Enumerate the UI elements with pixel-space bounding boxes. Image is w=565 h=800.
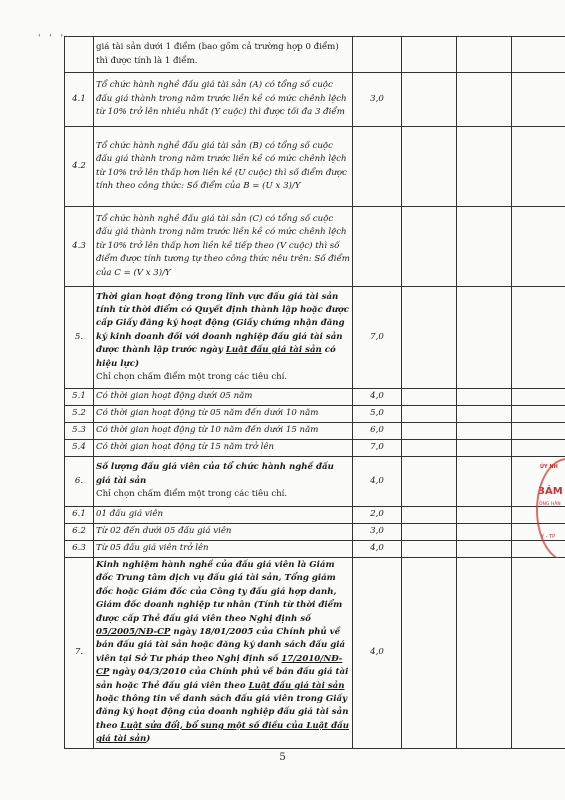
criterion-number: 4.2	[65, 127, 94, 207]
table-row	[65, 406, 565, 423]
max-score: 4,0	[353, 389, 402, 406]
criterion-text-segment: 17/2010/NĐ-CP	[96, 653, 343, 678]
criterion-text-segment: Luật đấu giá tài sản	[225, 345, 322, 356]
score-cell-2	[457, 127, 512, 207]
score-cell-1	[402, 440, 457, 457]
page-number: 5	[279, 752, 286, 763]
criterion-text	[94, 207, 353, 287]
criterion-text-segment: ngày 04/3/2010 của Chính phủ về bán đấu giá tài sản hoặc Thẻ đấu giá viên theo	[96, 667, 349, 691]
criterion-text	[94, 423, 353, 440]
score-cell-1	[402, 389, 457, 406]
criterion-text-segment: Kinh nghiệm hành nghề của đấu giá viên là Giám đốc Trung tâm dịch vụ đấu giá tài sản, Tổng giám đốc hoặc Giám đốc của Công ty đấu giá hợp danh, Giám đốc doanh nghiệp tư nhân (Tính từ thời điểm được cấp Thẻ đấu giá viên theo Nghị định số	[96, 560, 343, 624]
score-cell-1	[402, 457, 457, 507]
score-cell-1	[402, 207, 457, 287]
criterion-text	[94, 37, 353, 73]
criterion-text-segment: Có thời gian hoạt động dưới 05 năm	[96, 391, 253, 402]
stamp-text-3: ÔNG HÀN	[539, 502, 561, 507]
max-score: 2,0	[353, 507, 402, 524]
max-score	[353, 37, 402, 73]
max-score: 6,0	[353, 423, 402, 440]
table-row	[65, 558, 565, 749]
red-seal-stamp	[536, 458, 565, 558]
score-cell-1	[402, 127, 457, 207]
criterion-number: 6.	[65, 457, 94, 507]
table-row	[65, 524, 565, 541]
criterion-text-segment: Từ 02 đến dưới 05 đấu giá viên	[96, 526, 232, 537]
criterion-text	[94, 406, 353, 423]
criterion-text-segment: Chỉ chọn chấm điểm một trong các tiêu chí.	[96, 489, 288, 500]
max-score: 4,0	[353, 457, 402, 507]
score-cell-3	[512, 73, 565, 127]
criterion-text-segment: Chỉ chọn chấm điểm một trong các tiêu chí.	[96, 372, 288, 383]
criterion-text	[94, 524, 353, 541]
table-row	[65, 37, 565, 73]
criterion-number: 5.3	[65, 423, 94, 440]
criterion-text	[94, 558, 353, 749]
criterion-number: 4.1	[65, 73, 94, 127]
score-cell-1	[402, 406, 457, 423]
criterion-number: 5.1	[65, 389, 94, 406]
criterion-number	[65, 37, 94, 73]
criterion-text-segment: Thời gian hoạt động trong lĩnh vực đấu giá tài sản tính từ thời điểm có Quyết định thành lập hoặc được cấp Giấy đăng ký hoạt động (Giấy chứng nhận đăng ký kinh doanh đối với doanh nghiệp đấu giá tài sản được thành lập trước ngày	[96, 291, 349, 356]
criterion-text-segment: Có thời gian hoạt động từ 05 năm đến dưới 10 năm	[96, 408, 319, 419]
stamp-text-4: Y - TP	[541, 534, 556, 540]
criterion-text	[94, 127, 353, 207]
table-row	[65, 457, 565, 507]
score-cell-2	[457, 558, 512, 749]
score-cell-1	[402, 558, 457, 749]
criterion-number: 5.2	[65, 406, 94, 423]
table-row	[65, 127, 565, 207]
max-score: 4,0	[353, 541, 402, 558]
criterion-number: 6.3	[65, 541, 94, 558]
criterion-text-segment: 05/2005/NĐ-CP	[96, 627, 171, 638]
criterion-text-segment: giá tài sản dưới 1 điểm (bao gồm cả trường hợp 0 điểm) thì được tính là 1 điểm.	[96, 42, 339, 66]
max-score: 7,0	[353, 440, 402, 457]
table-row	[65, 423, 565, 440]
score-cell-3	[512, 389, 565, 406]
table-row	[65, 287, 565, 389]
score-cell-3	[512, 207, 565, 287]
criterion-text-segment: Luật đấu giá tài sản	[248, 680, 345, 691]
criterion-text-segment: Có thời gian hoạt động từ 10 năm đến dưới 15 năm	[96, 425, 319, 436]
criterion-text	[94, 287, 353, 389]
criterion-text-segment: hoặc thông tin về danh sách đấu giá viên trong Giấy đăng ký hoạt động của doanh nghiệp đấu giá tài sản theo	[96, 694, 349, 731]
score-cell-3	[512, 37, 565, 73]
score-cell-2	[457, 73, 512, 127]
score-cell-2	[457, 457, 512, 507]
score-cell-2	[457, 406, 512, 423]
max-score: 7,0	[353, 287, 402, 389]
table-row	[65, 73, 565, 127]
score-cell-1	[402, 524, 457, 541]
scoring-table	[64, 36, 565, 749]
criterion-text	[94, 389, 353, 406]
score-cell-1	[402, 37, 457, 73]
criterion-text-segment: Tổ chức hành nghề đấu giá tài sản (A) có tổng số cuộc đấu giá thành trong năm trước liền kề có mức chênh lệch từ 10% trở lên nhiều nhất (Y cuộc) thì được tối đa 3 điểm	[96, 80, 347, 118]
table-row	[65, 541, 565, 558]
criterion-text-segment: ngày 18/01/2005 của Chính phủ về bán đấu giá tài sản hoặc đăng ký danh sách đấu giá viên tại Sở Tư pháp theo Nghị định số	[96, 627, 346, 664]
stamp-ring	[536, 458, 565, 558]
stamp-text-2: 3ÁM	[538, 486, 563, 497]
criterion-number: 5.	[65, 287, 94, 389]
criterion-text-segment: )	[146, 734, 151, 745]
score-cell-2	[457, 389, 512, 406]
table-row	[65, 207, 565, 287]
criterion-text	[94, 440, 353, 457]
score-cell-3	[512, 287, 565, 389]
criterion-number: 6.1	[65, 507, 94, 524]
max-score	[353, 207, 402, 287]
score-cell-2	[457, 423, 512, 440]
score-cell-2	[457, 440, 512, 457]
table-row	[65, 507, 565, 524]
score-cell-3	[512, 440, 565, 457]
criterion-text-segment: có hiệu lực)	[96, 345, 336, 369]
max-score: 4,0	[353, 558, 402, 749]
score-cell-3	[512, 423, 565, 440]
score-cell-2	[457, 507, 512, 524]
score-cell-3	[512, 127, 565, 207]
score-cell-2	[457, 541, 512, 558]
criterion-number: 5.4	[65, 440, 94, 457]
criterion-text	[94, 541, 353, 558]
score-cell-2	[457, 37, 512, 73]
score-cell-2	[457, 207, 512, 287]
score-cell-1	[402, 287, 457, 389]
criterion-text	[94, 457, 353, 507]
stamp-text-1: ỦY NH	[540, 464, 558, 470]
score-cell-1	[402, 507, 457, 524]
criterion-number: 6.2	[65, 524, 94, 541]
max-score: 5,0	[353, 406, 402, 423]
score-cell-2	[457, 524, 512, 541]
criterion-text-segment: Luật sửa đổi, bổ sung một số điều của Luật đấu giá tài sản	[96, 720, 349, 745]
table-row	[65, 440, 565, 457]
score-cell-2	[457, 287, 512, 389]
score-cell-3	[512, 558, 565, 749]
table-row	[65, 389, 565, 406]
score-cell-1	[402, 541, 457, 558]
criterion-number: 4.3	[65, 207, 94, 287]
criterion-text-segment: Tổ chức hành nghề đấu giá tài sản (B) có tổng số cuộc đấu giá thành trong năm trước liền kề có mức chênh lệch từ 10% trở lên thấp hơn liền kề (U cuộc) thì số điểm được tính theo công thức: Số điểm của B = (U x 3)/Y	[96, 140, 347, 191]
score-cell-3	[512, 406, 565, 423]
criterion-text	[94, 507, 353, 524]
criterion-text-segment: Số lượng đấu giá viên của tổ chức hành nghề đấu giá tài sản	[96, 462, 334, 486]
score-cell-1	[402, 73, 457, 127]
criterion-text-segment: 01 đấu giá viên	[96, 509, 164, 520]
criterion-text-segment: Tổ chức hành nghề đấu giá tài sản (C) có tổng số cuộc đấu giá thành trong năm trước liền kề có mức chênh lệch từ 10% trở lên thấp hơn liền kề tiếp theo (V cuộc) thì số điểm được tính tương tự theo công thức nêu trên: Số điểm của C = (V x 3)/Y	[96, 213, 350, 278]
criterion-text	[94, 73, 353, 127]
scoring-table-body	[65, 37, 565, 749]
criterion-number: 7.	[65, 558, 94, 749]
criterion-text-segment: Từ 05 đấu giá viên trở lên	[96, 543, 209, 554]
max-score: 3,0	[353, 524, 402, 541]
criterion-text-segment: Có thời gian hoạt động từ 15 năm trở lên	[96, 442, 274, 453]
score-cell-1	[402, 423, 457, 440]
max-score: 3,0	[353, 73, 402, 127]
corner-marks: ' ' '	[38, 34, 67, 44]
max-score	[353, 127, 402, 207]
